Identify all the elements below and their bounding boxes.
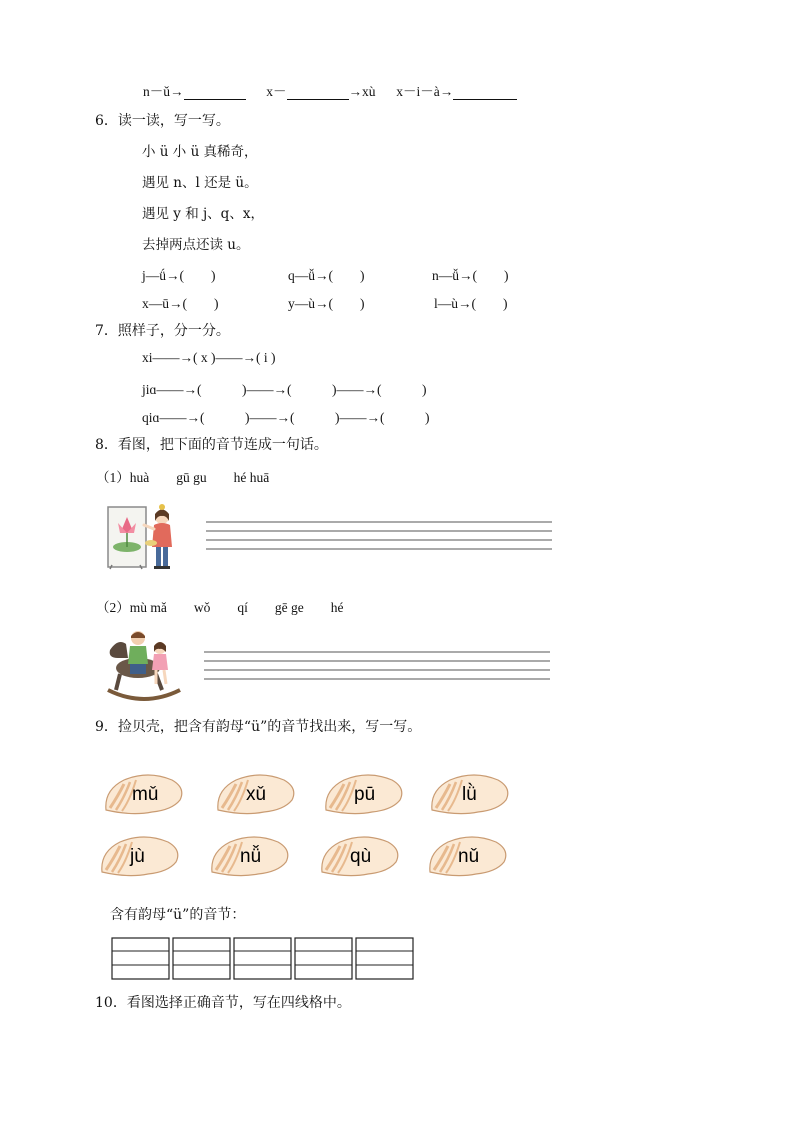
shell-label: mǔ: [132, 784, 159, 805]
q8-sub2: （2）mù mǎ wǒ qí gē ge hé: [96, 600, 344, 615]
q7-row-qia[interactable]: qiɑ——→( )——→( )——→( ): [142, 410, 430, 425]
q5-blank-3[interactable]: [453, 85, 517, 100]
writing-lines-2[interactable]: [204, 650, 550, 680]
shell-label: pū: [354, 784, 376, 805]
q7-row-jia[interactable]: jiɑ——→( )——→( )——→( ): [142, 382, 427, 397]
q5-item2-pre: x－: [266, 84, 287, 99]
writing-lines-1[interactable]: [206, 520, 552, 550]
painting-girl-illustration: [106, 503, 182, 573]
q6-exercise[interactable]: y—ù→( ): [288, 296, 365, 311]
q7-example-row: xi——→( x )——→( i ): [142, 350, 276, 365]
q6-poem-line: 遇见 y 和 j、q、x，: [142, 206, 264, 222]
shell-label: nǚ: [240, 846, 262, 867]
shell[interactable]: [98, 834, 182, 880]
q6-poem-line: 遇见 n、l 还是 ü。: [142, 175, 258, 191]
four-line-grid[interactable]: [111, 937, 415, 981]
shell[interactable]: [318, 834, 402, 880]
q5-item2-post: →xù: [348, 84, 376, 99]
shell-label: lǜ: [462, 784, 477, 805]
q6-exercise[interactable]: n—ǚ→( ): [432, 268, 509, 283]
q5-blank-2[interactable]: [287, 85, 349, 100]
shell-label: nǔ: [458, 846, 480, 867]
q8-sub1: （1）huà gū gu hé huā: [96, 470, 270, 485]
q6-poem-line: 去掉两点还读 u。: [142, 237, 250, 253]
q6-exercise[interactable]: l—ù→( ): [434, 296, 508, 311]
q5-blank-1[interactable]: [184, 85, 246, 100]
shell[interactable]: [214, 772, 298, 818]
shell[interactable]: [208, 834, 292, 880]
q8-title: 8．看图，把下面的音节连成一句话。: [95, 437, 328, 453]
q6-title: 6．读一读，写一写。: [95, 113, 230, 129]
shell-label: qù: [350, 846, 372, 867]
q6-exercise[interactable]: j—ǘ→( ): [142, 268, 216, 283]
shell-label: xǔ: [246, 784, 267, 805]
shell[interactable]: [426, 834, 510, 880]
q9-answer-label: 含有韵母“ü”的音节：: [110, 907, 246, 923]
q5-line: [143, 80, 517, 100]
rocking-horse-illustration: [104, 628, 184, 704]
q9-title: 9．捡贝壳，把含有韵母“ü”的音节找出来，写一写。: [95, 719, 422, 735]
q6-exercise[interactable]: x—ū→( ): [142, 296, 219, 311]
shell-label: jù: [130, 846, 145, 867]
shell[interactable]: [102, 772, 186, 818]
q6-poem-line: 小 ü 小 ü 真稀奇，: [142, 144, 258, 160]
shell[interactable]: [428, 772, 512, 818]
q6-exercise[interactable]: q—ǚ→( ): [288, 268, 365, 283]
q7-title: 7．照样子，分一分。: [95, 323, 230, 339]
shell[interactable]: [322, 772, 406, 818]
q5-item3: x－i－à→: [396, 84, 454, 99]
q5-item1: n－ǔ→: [143, 84, 184, 99]
q10-title: 10．看图选择正确音节，写在四线格中。: [95, 995, 351, 1011]
